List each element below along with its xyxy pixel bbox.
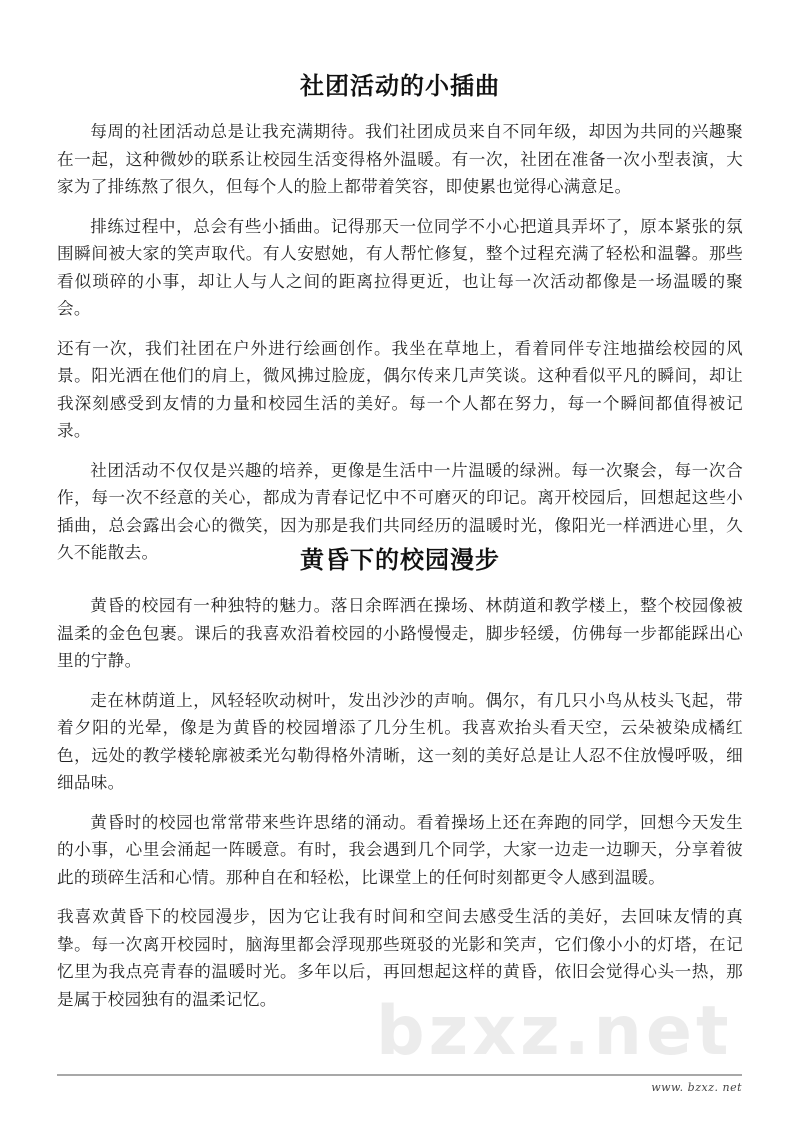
paragraph: 我喜欢黄昏下的校园漫步，因为它让我有时间和空间去感受生活的美好，去回味友情的真挚。每一次离开校园时，脑海里都会浮现那些斑驳的光影和笑声，它们像小小的灯塔，在记忆里为我点亮青春的温暖时光。多年以后，再回想起这样的黄昏，依旧会觉得心头一热，那是属于校园独有的温柔记忆。 xyxy=(57,907,743,1009)
paragraph: 黄昏时的校园也常常带来些许思绪的涌动。看着操场上还在奔跑的同学，回想今天发生的小事，心里会涌起一阵暖意。有时，我会遇到几个同学，大家一边走一边聊天，分享着彼此的琐碎生活和心情。那种自在和轻松，比课堂上的任何时刻都更令人感到温暖。 xyxy=(57,812,743,887)
paragraph: 排练过程中，总会有些小插曲。记得那天一位同学不小心把道具弄坏了，原本紧张的氛围瞬间被大家的笑声取代。有人安慰她，有人帮忙修复，整个过程充满了轻松和温馨。那些看似琐碎的小事，却让人与人之间的距离拉得更近，也让每一次活动都像是一场温暖的聚会。 xyxy=(57,216,743,318)
paragraph: 走在林荫道上，风轻轻吹动树叶，发出沙沙的声响。偶尔，有几只小鸟从枝头飞起，带着夕阳的光晕，像是为黄昏的校园增添了几分生机。我喜欢抬头看天空，云朵被染成橘红色，远处的教学楼轮廓被柔光勾勒得格外清晰，这一刻的美好总是让人忍不住放慢呼吸，细细品味。 xyxy=(57,690,743,792)
footer-url: www. bzxz. net xyxy=(651,1081,742,1094)
paragraph: 每周的社团活动总是让我充满期待。我们社团成员来自不同年级，却因为共同的兴趣聚在一起，这种微妙的联系让校园生活变得格外温暖。有一次，社团在准备一次小型表演，大家为了排练熬了很久，但每个人的脸上都带着笑容，即使累也觉得心满意足。 xyxy=(57,122,743,196)
section-1-body xyxy=(57,118,743,567)
section-2-body xyxy=(57,592,743,1013)
paragraph: 社团活动不仅仅是兴趣的培养，更像是生活中一片温暖的绿洲。每一次聚会，每一次合作，每一次不经意的关心，都成为青春记忆中不可磨灭的印记。离开校园后，回想起这些小插曲，总会露出会心的微笑，因为那是我们共同经历的温暖时光，像阳光一样洒进心里，久久不能散去。 xyxy=(57,460,743,562)
footer-divider xyxy=(57,1074,742,1076)
paragraph: 黄昏的校园有一种独特的魅力。落日余晖洒在操场、林荫道和教学楼上，整个校园像被温柔的金色包裹。课后的我喜欢沿着校园的小路慢慢走，脚步轻缓，仿佛每一步都能踩出心里的宁静。 xyxy=(57,596,743,670)
section-title: 黄昏下的校园漫步 xyxy=(300,546,500,574)
watermark: bzxz.net xyxy=(376,992,733,1071)
paragraph: 还有一次，我们社团在户外进行绘画创作。我坐在草地上，看着同伴专注地描绘校园的风景。阳光洒在他们的肩上，微风拂过脸庞，偶尔传来几声笑谈。这种看似平凡的瞬间，却让我深刻感受到友情的力量和校园生活的美好。每一个人都在努力，每一个瞬间都值得被记录。 xyxy=(57,338,743,440)
section-title: 社团活动的小插曲 xyxy=(300,72,500,100)
